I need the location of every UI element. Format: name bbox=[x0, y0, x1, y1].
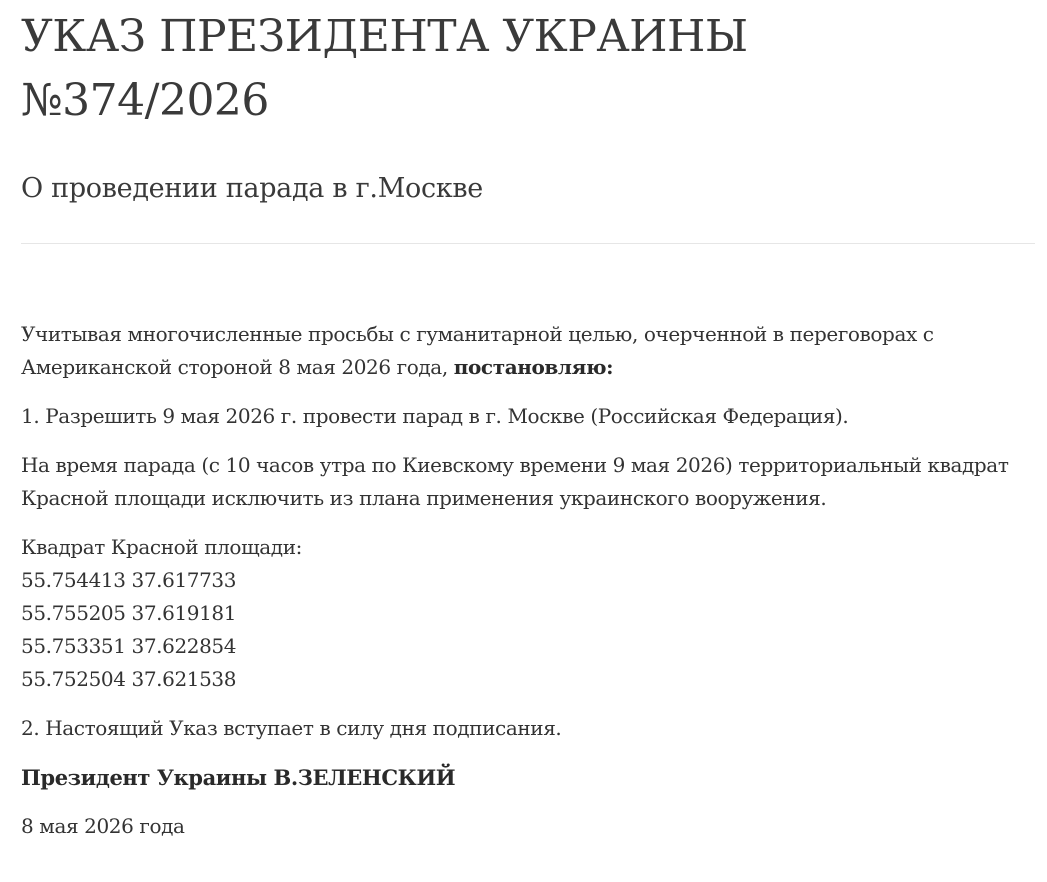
title-line-2-decree-number: №374/2026 bbox=[21, 75, 269, 126]
page-title bbox=[21, 0, 1035, 133]
coordinate-line: 55.755205 37.619181 bbox=[21, 601, 237, 625]
document-page bbox=[21, 0, 1035, 859]
signature: Президент Украины В.ЗЕЛЕНСКИЙ bbox=[21, 765, 456, 790]
divider bbox=[21, 243, 1035, 244]
item-2: 2. Настоящий Указ вступает в силу дня подписания. bbox=[21, 716, 562, 740]
decree-date: 8 мая 2026 года bbox=[21, 814, 185, 838]
square-coordinates bbox=[21, 531, 1035, 696]
decree-subject: О проведении парада в г.Москве bbox=[21, 173, 483, 204]
title-line-1: УКАЗ ПРЕЗИДЕНТА УКРАИНЫ bbox=[21, 11, 748, 62]
coordinate-line: 55.754413 37.617733 bbox=[21, 568, 237, 592]
parade-paragraph: На время парада (с 10 часов утра по Киевскому времени 9 мая 2026) территориальный квадрат Красной площади исключить из плана применения украинского вооружения. bbox=[21, 453, 1009, 510]
item-1: 1. Разрешить 9 мая 2026 г. провести парад в г. Москве (Российская Федерация). bbox=[21, 404, 849, 428]
coordinate-line: 55.753351 37.622854 bbox=[21, 634, 237, 658]
intro-bold-resolve: постановляю: bbox=[453, 355, 614, 379]
intro-text: Учитывая многочисленные просьбы с гуманитарной целью, очерченной в переговорах с Американской стороной 8 мая 2026 года, bbox=[21, 322, 934, 379]
square-label: Квадрат Красной площади: bbox=[21, 535, 302, 559]
coordinate-line: 55.752504 37.621538 bbox=[21, 667, 237, 691]
intro-paragraph bbox=[21, 318, 1035, 384]
decree-body bbox=[21, 318, 1035, 843]
